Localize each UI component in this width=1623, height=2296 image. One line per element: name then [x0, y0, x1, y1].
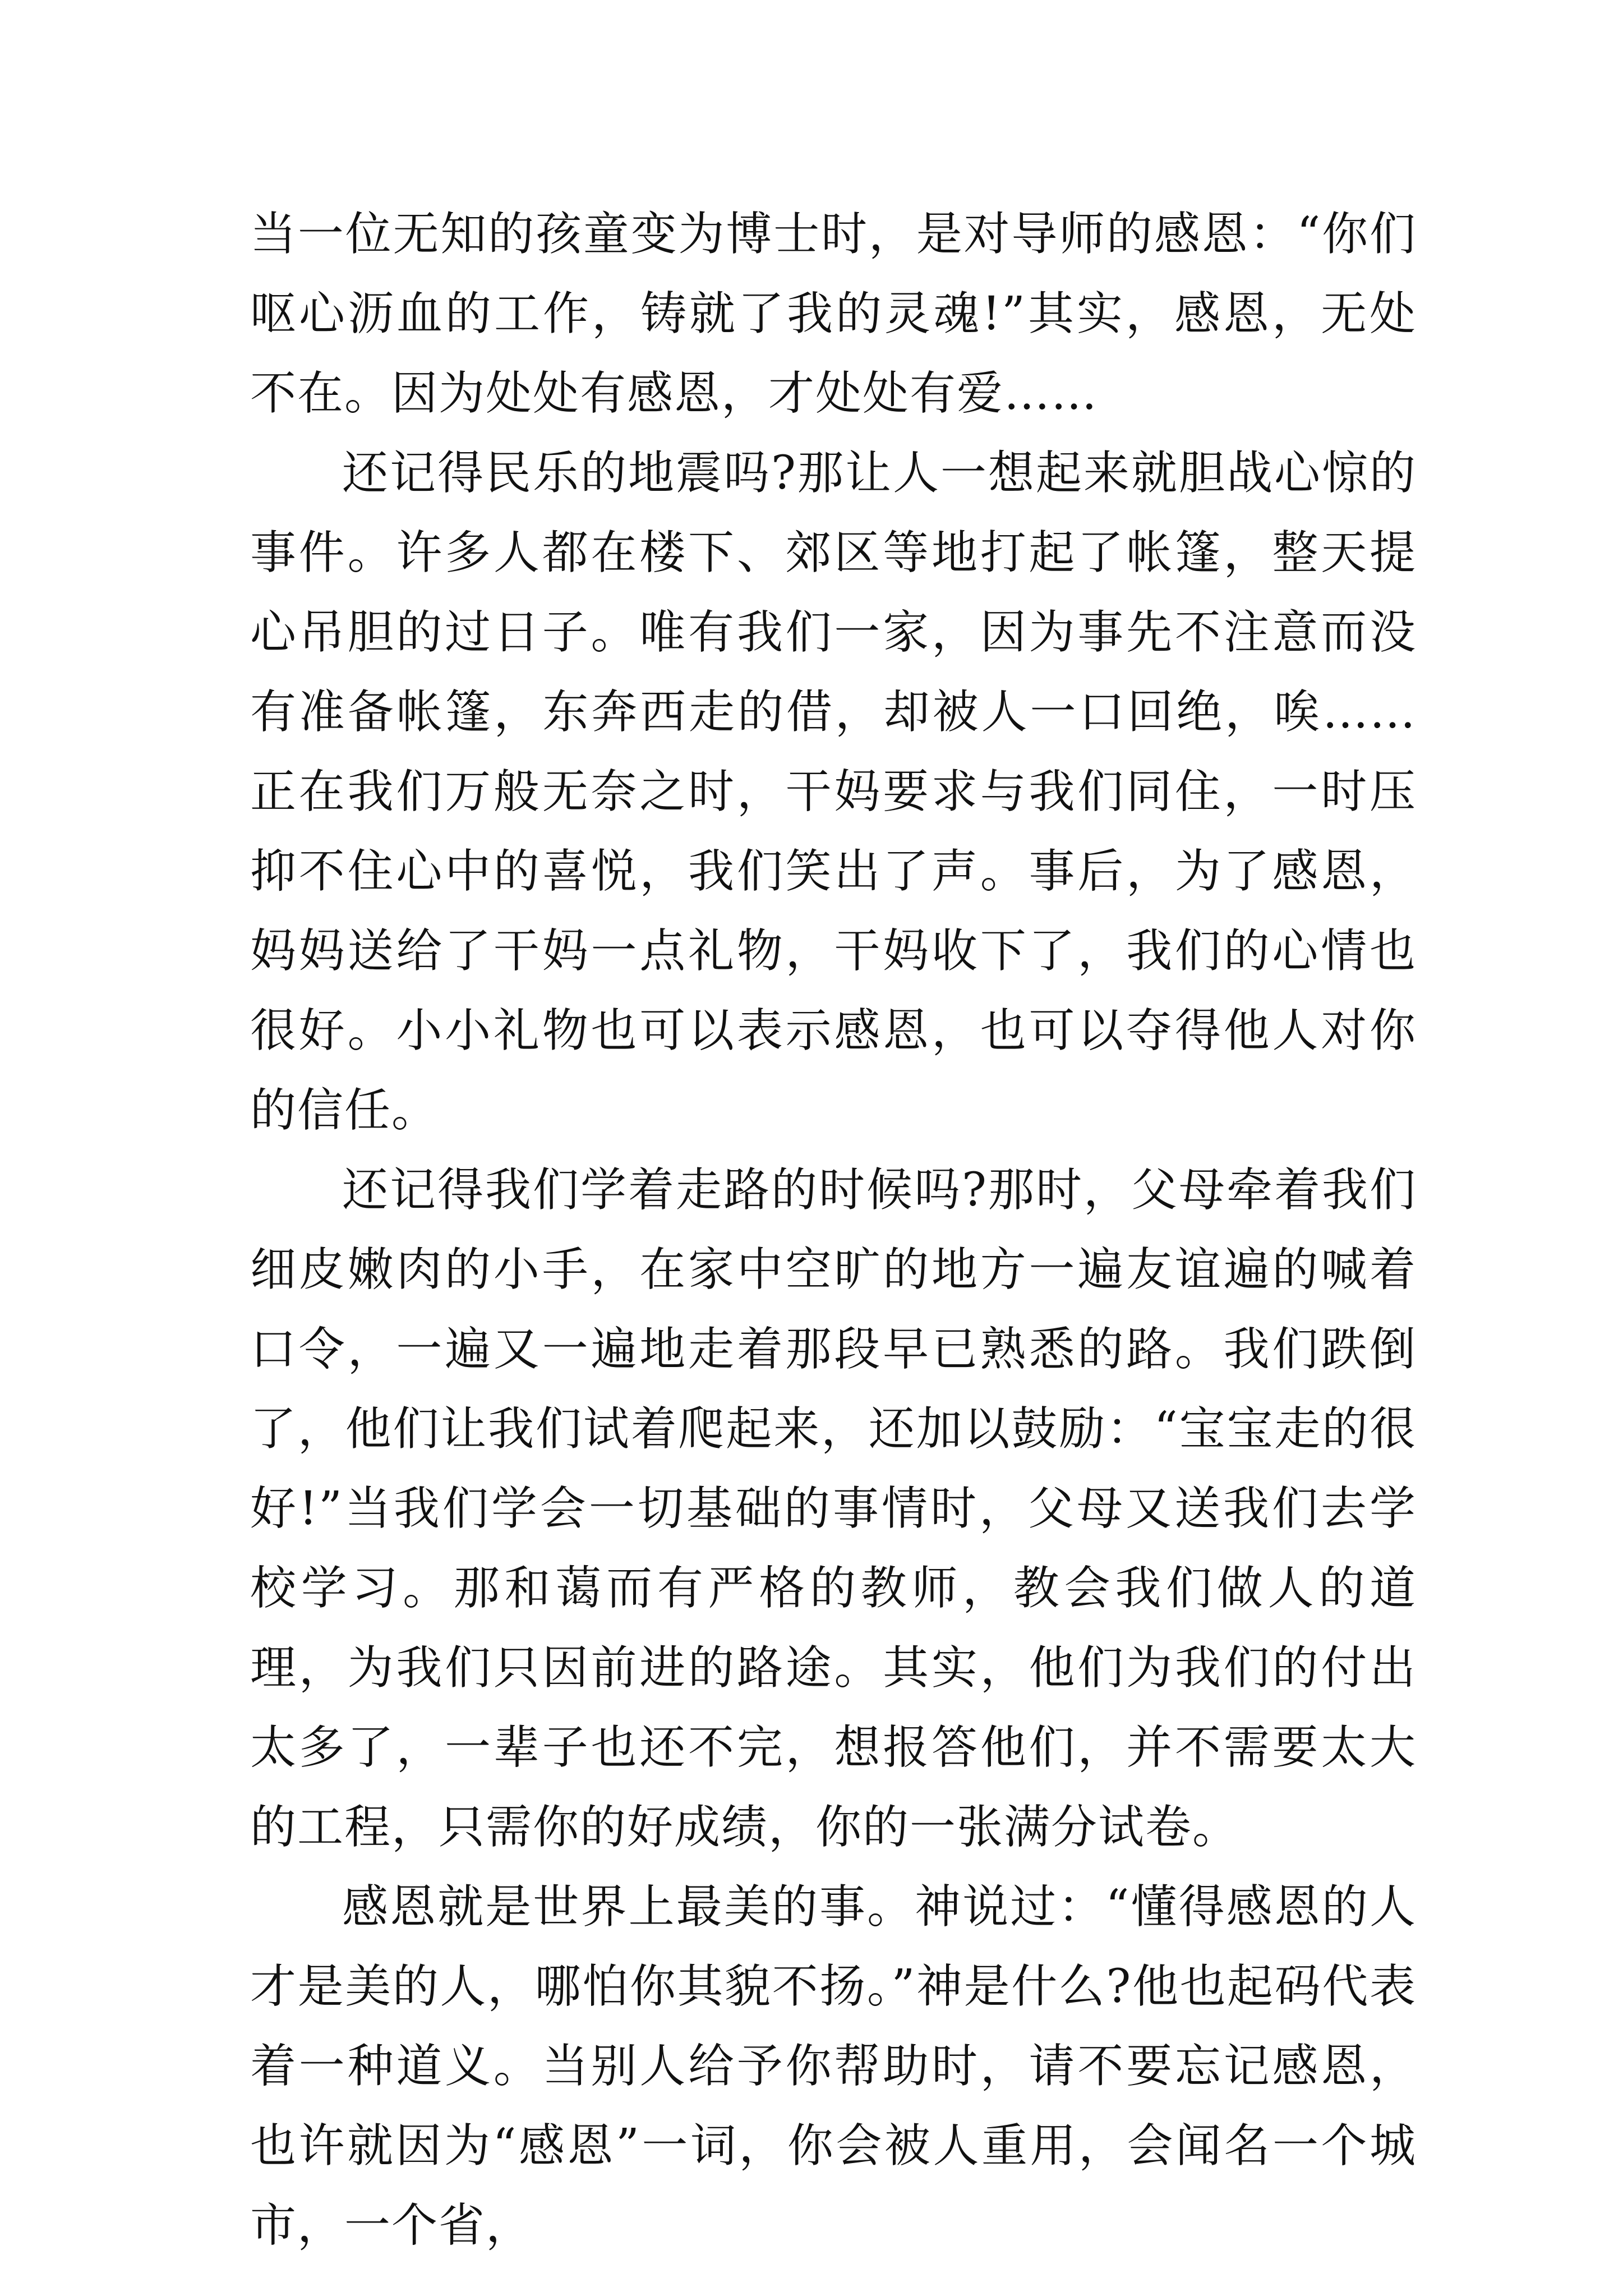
paragraph-3: 还记得我们学着走路的时候吗?那时，父母牵着我们细皮嫩肉的小手，在家中空旷的地方一遍友谊遍的喊着口令，一遍又一遍地走着那段早已熟悉的路。我们跌倒了，他们让我们试着爬起来，还加以鼓励：“宝宝走的很好!”当我们学会一切基础的事情时，父母又送我们去学校学习。那和蔼而有严格的教师，教会我们做人的道理，为我们只因前进的路途。其实，他们为我们的付出太多了，一辈子也还不完，想报答他们，并不需要太大的工程，只需你的好成绩，你的一张满分试卷。: [250, 1163, 1417, 1854]
paragraph-4: 感恩就是世界上最美的事。神说过：“懂得感恩的人才是美的人，哪怕你其貌不扬。”神是什么?他也起码代表着一种道义。当别人给予你帮助时，请不要忘记感恩，也许就因为“感恩”一词，你会被人重用，会闻名一个城市，一个省，: [250, 1880, 1417, 2252]
paragraph-2: 还记得民乐的地震吗?那让人一想起来就胆战心惊的事件。许多人都在楼下、郊区等地打起了帐篷，整天提心吊胆的过日子。唯有我们一家，因为事先不注意而没有准备帐篷，东奔西走的借，却被人一口回绝，唉……正在我们万般无奈之时，干妈要求与我们同住，一时压抑不住心中的喜悦，我们笑出了声。事后，为了感恩，妈妈送给了干妈一点礼物，干妈收下了，我们的心情也很好。小小礼物也可以表示感恩，也可以夺得他人对你的信任。: [250, 447, 1417, 1137]
paragraph-1: 当一位无知的孩童变为博士时，是对导师的感恩：“你们呕心沥血的工作，铸就了我的灵魂!”其实，感恩，无处不在。因为处处有感恩，才处处有爱……: [250, 208, 1417, 420]
essay-body: [250, 195, 1417, 2266]
